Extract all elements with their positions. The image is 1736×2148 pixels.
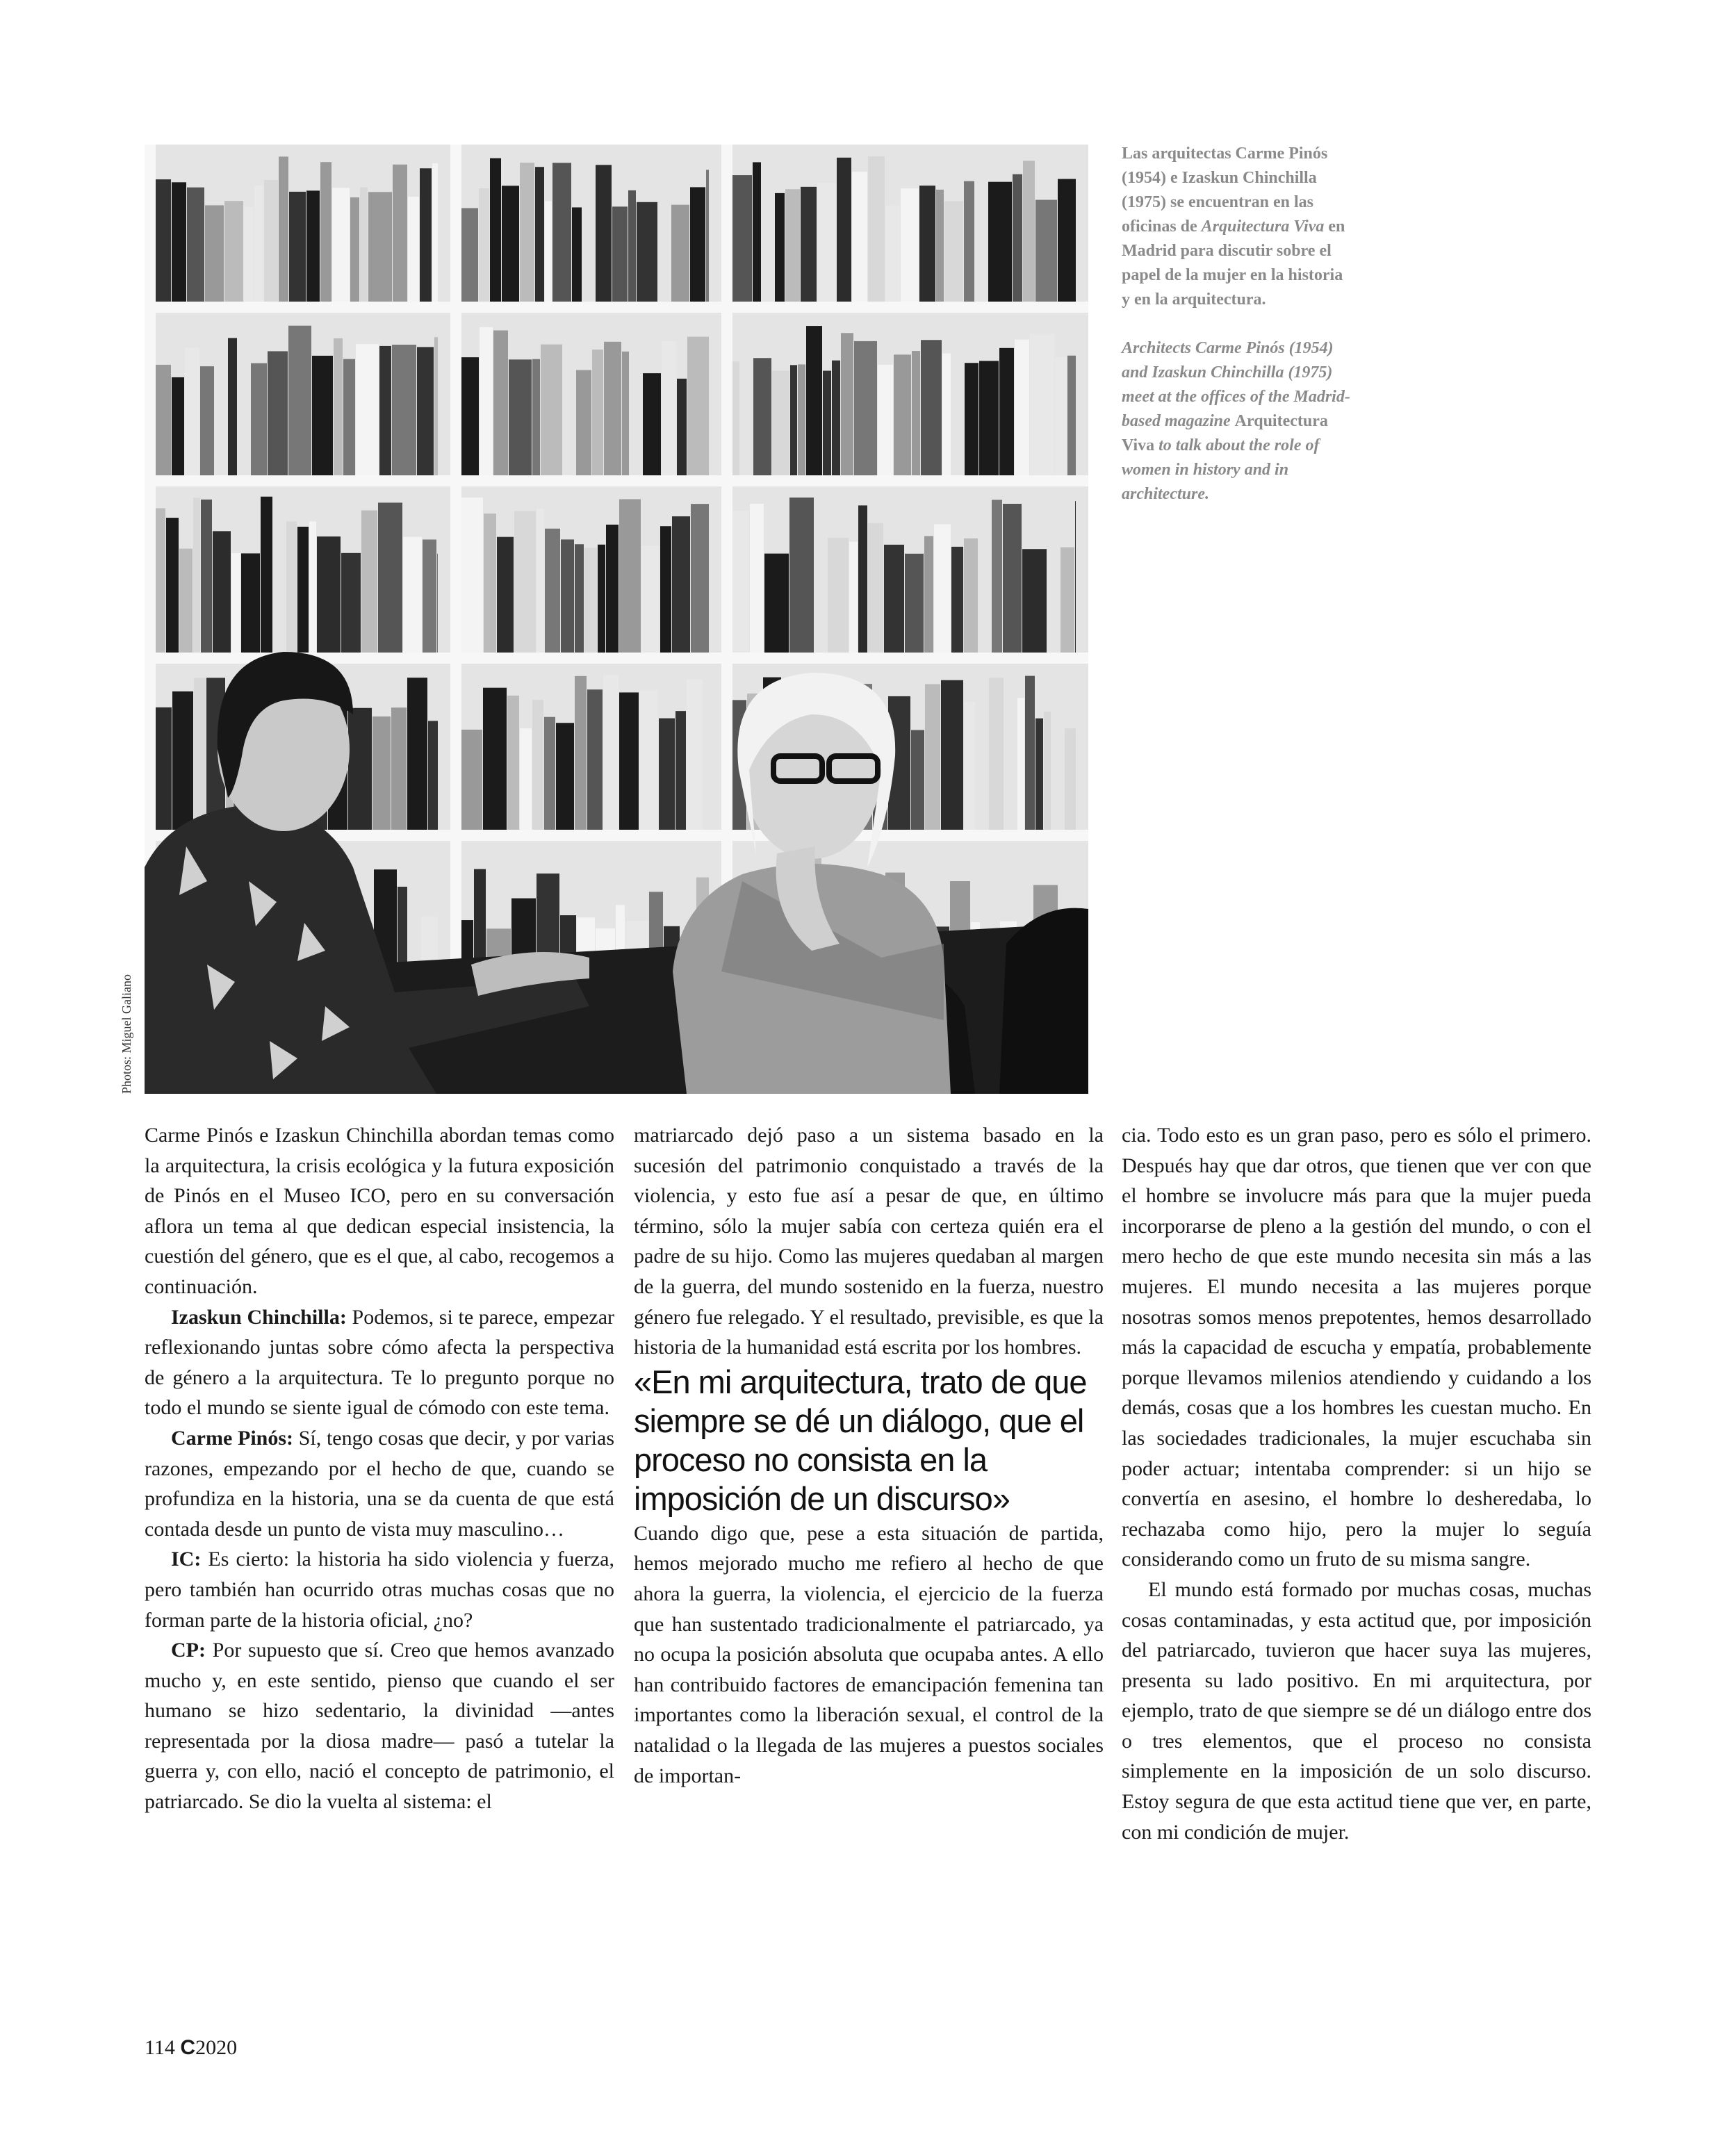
body-paragraph: Cuando digo que, pese a esta situación de partida, hemos mejorado mucho me refiero al hecho de que ahora la guerra, la violencia, el ejercicio de la fuerza que han sustentado tradicionalmente el patriarcado, ya no ocupa la posición absoluta que ocupaba antes. A ello han contribuido factores de emancipación femenina tan importantes como la liberación sexual, el control de la natalidad o la llegada de las mujeres a puestos sociales de importan- (634, 1521, 1104, 1787)
book-spine (604, 342, 621, 475)
book-spine (228, 338, 237, 475)
book-spine (662, 341, 676, 475)
book-spine (628, 190, 636, 302)
book-spine (992, 500, 1002, 653)
book-spine (461, 208, 478, 302)
body-paragraph: matriarcado dejó paso a un sistema basado en la sucesión del patrimonio conquistado a través de la violencia, y esto fue así a pesar de que, en último término, sólo la mujer sabía con certeza quién era el padre de su hijo. Como las mujeres quedaban al margen de la guerra, del mundo sostenido en la fuerza, nuestro género fue relegado. Y el resultado, previsible, es que la historia de la humanidad está escrita por los hombres. (634, 1124, 1104, 1359)
book-spine (732, 361, 739, 475)
book-spine (434, 337, 438, 475)
book-spine (213, 531, 231, 653)
book-spine (849, 542, 858, 653)
magazine-year: 2020 (195, 2036, 238, 2059)
book-spine (964, 181, 974, 302)
book-spine (532, 359, 540, 475)
bookshelf-scene (145, 145, 1088, 1094)
book-spine (901, 188, 919, 302)
book-spine (545, 529, 560, 653)
book-spine (1023, 161, 1035, 302)
book-spine (392, 345, 416, 475)
book-spine (1017, 698, 1024, 830)
book-spine (306, 190, 320, 302)
book-spine (572, 207, 582, 302)
book-spine (606, 525, 619, 653)
caption-spanish: Las arquitectas Carme Pinós (1954) e Izaskun Chinchilla (1975) se encuentran en las oficinas de Arquitectura Viva en Madrid para discutir sobre el papel de la mujer en la historia y en la arquitectura. (1122, 145, 1345, 309)
book-spine (1015, 340, 1029, 475)
book-spine (224, 201, 243, 302)
book-spine (348, 708, 372, 830)
book-spine (732, 511, 749, 653)
book-spine (544, 717, 555, 830)
book-spine (1055, 357, 1067, 475)
book-spine (334, 338, 343, 475)
book-spine (172, 182, 186, 302)
book-spine (241, 553, 260, 653)
book-spine (1013, 174, 1022, 302)
speaker-label: Izaskun Chinchilla: (171, 1305, 347, 1329)
book-spine (261, 497, 272, 653)
book-spine (885, 206, 900, 302)
book-spine (541, 345, 562, 475)
book-spine (403, 537, 422, 653)
shelf-divider (450, 145, 461, 1094)
book-spine (231, 553, 240, 653)
book-spine (612, 206, 628, 302)
book-spine (432, 163, 438, 302)
text-column-2 (634, 1120, 1104, 1791)
book-spine (268, 351, 288, 475)
book-spine (622, 352, 629, 475)
book-spine (297, 527, 309, 653)
book-spine (798, 364, 805, 475)
book-spine (905, 554, 924, 653)
book-spine (156, 179, 171, 302)
book-spine (828, 538, 849, 653)
book-spine (537, 509, 544, 653)
book-spine (924, 536, 933, 653)
book-spine (999, 348, 1014, 475)
book-spine (194, 678, 206, 830)
book-spine (428, 721, 438, 830)
book-spine (502, 186, 519, 302)
page-folio (145, 2036, 237, 2060)
book-spine (884, 545, 904, 653)
book-spine (279, 156, 288, 302)
book-spine (332, 188, 350, 302)
book-spine (706, 170, 709, 302)
book-spine (789, 498, 814, 653)
book-spine (619, 692, 639, 830)
book-spine (912, 351, 920, 475)
book-spine (596, 165, 612, 302)
speaker-label: Carme Pinós: (171, 1426, 294, 1450)
book-spine (823, 371, 831, 475)
book-spine (532, 700, 543, 830)
book-spine (479, 188, 489, 302)
book-spine (817, 183, 836, 302)
book-spine (480, 327, 493, 475)
book-spine (775, 193, 785, 302)
book-spine (942, 354, 951, 475)
book-spine (619, 499, 641, 653)
book-spine (507, 696, 519, 830)
book-spine (360, 188, 368, 302)
photo-credit: Photos: Miguel Galiano (120, 974, 133, 1094)
book-spine (989, 678, 1004, 830)
book-spine (1058, 179, 1076, 302)
book-spine (806, 326, 822, 475)
book-spine (317, 536, 341, 653)
book-spine (941, 680, 963, 830)
book-spine (493, 330, 508, 475)
body-paragraph: cia. Todo esto es un gran paso, pero es sólo el primero. Después hay que dar otros, que tienen que ver con que el hombre se involucre más para que la mujer pueda incorporarse de pleno a la gestión del mundo, o con el mero hecho de que este mundo necesita sin más a las mujeres. El mundo necesita a las mujeres porque nosotras somos menos prepotentes, hemos desarrollado más la capacidad de escucha y empatía, probablemente porque llevamos milenios atendiendo y cuidando a los demás, cosas que a los hombres les cuestan mucho. En las sociedades tradicionales, la mujer escuchaba sin poder actuar; intentaba comprender: si un hijo se convertía en asesino, el hombre lo desheredaba, lo rechazaba como hijo, pero la mujer lo seguía considerando como un fruto de su misma sangre. (1122, 1124, 1591, 1571)
book-spine (832, 361, 840, 475)
book-spine (172, 377, 184, 475)
book-spine (1025, 676, 1035, 830)
book-spine (244, 206, 254, 302)
caption-english: Architects Carme Pinós (1954) and Izaskun Chinchilla (1975) meet at the offices of the Madrid-based magazine Arquitectura Viva to talk about the role of women in history and in architecture. (1122, 339, 1350, 503)
book-spine (801, 187, 817, 302)
book-spine (671, 205, 689, 302)
book-spine (312, 356, 333, 475)
body-paragraph: El mundo está formado por muchas cosas, muchas cosas contaminadas, y esta actitud que, por imposición del patriarcado, tuvieron que hacer suya las mujeres, presenta su lado positivo. En mi arquitectura, por ejemplo, trato de que siempre se dé un diálogo entre dos o tres elementos, que el proceso no consista simplemente en la imposición de un solo discurso. Estoy segura de que esta actitud tiene que ver, en parte, con mi condición de mujer. (1122, 1577, 1591, 1844)
book-spine (598, 545, 605, 653)
book-spine (637, 202, 657, 302)
interview-paragraph: Carme Pinós: Sí, tengo cosas que decir, y por varias razones, empezando por el hecho de que, cuando se profundiza en la historia, una se da cuenta de que está contada desde un punto de vista muy masculino… (145, 1426, 615, 1541)
magazine-mark: C (180, 2036, 196, 2059)
book-spine (156, 508, 165, 653)
book-spine (251, 363, 267, 475)
book-spine (837, 158, 851, 302)
book-spine (356, 344, 379, 475)
book-spine (944, 201, 963, 302)
book-spine (341, 553, 361, 653)
book-spine (420, 168, 432, 302)
book-spine (193, 498, 200, 653)
book-spine (641, 546, 660, 653)
book-spine (556, 723, 574, 830)
interview-paragraph: IC: Es cierto: la historia ha sido violencia y fuerza, pero también han ocurrido otras muchas cosas que no forman parte de la historia oficial, ¿no? (145, 1548, 614, 1632)
book-spine (639, 689, 658, 830)
book-spine (660, 526, 671, 653)
interview-photo (145, 145, 1088, 1094)
book-spine (254, 186, 263, 302)
book-spine (286, 521, 297, 653)
book-spine (690, 187, 705, 302)
book-spine (852, 172, 867, 302)
book-spine (1075, 501, 1076, 653)
book-spine (675, 711, 686, 830)
book-spine (587, 689, 603, 830)
book-spine (785, 189, 800, 302)
book-spine (1022, 549, 1047, 653)
book-spine (509, 359, 532, 475)
book-spine (919, 186, 935, 302)
book-spine (687, 679, 703, 830)
book-spine (408, 197, 419, 302)
book-spine (320, 162, 331, 302)
book-spine (772, 371, 789, 475)
book-spine (372, 716, 391, 830)
text-column-1 (145, 1120, 614, 1817)
book-spine (156, 707, 172, 830)
speaker-label: CP: (171, 1639, 206, 1662)
book-spine (643, 373, 661, 475)
book-spine (343, 359, 355, 475)
book-spine (497, 537, 514, 653)
book-spine (965, 363, 978, 475)
photo-caption (1122, 142, 1355, 507)
book-spine (575, 676, 587, 830)
book-spine (964, 702, 975, 830)
book-spine (584, 548, 597, 653)
book-spine (185, 347, 199, 475)
shelf-board (145, 475, 1088, 486)
speaker-label: IC: (171, 1548, 202, 1571)
book-spine (672, 516, 690, 653)
book-spine (437, 554, 438, 653)
book-spine (878, 365, 893, 475)
intro-paragraph: Carme Pinós e Izaskun Chinchilla abordan temas como la arquitectura, la crisis ecológica y la futura exposición de Pinós en el Museo ICO, pero en su conversación aflora un tema al que dedican especial insistencia, la cuestión del género, que es el que, al cabo, recogemos a continuación. (145, 1124, 614, 1298)
book-spine (391, 707, 407, 830)
book-spine (461, 498, 483, 653)
book-spine (166, 518, 179, 653)
book-spine (187, 188, 204, 302)
book-spine (423, 539, 436, 653)
book-spine (200, 366, 214, 475)
book-spine (309, 522, 316, 653)
book-spine (545, 201, 552, 302)
book-spine (841, 333, 853, 475)
text-column-3 (1122, 1120, 1591, 1847)
book-spine (561, 539, 574, 653)
book-spine (1067, 356, 1076, 475)
book-spine (1044, 712, 1051, 830)
book-spine (964, 539, 978, 653)
book-spine (753, 358, 771, 475)
book-spine (264, 180, 278, 302)
book-spine (461, 357, 479, 475)
book-spine (764, 554, 789, 653)
book-spine (691, 504, 709, 653)
book-spine (201, 500, 212, 653)
book-spine (288, 326, 311, 475)
book-spine (790, 365, 797, 475)
book-spine (1035, 719, 1043, 830)
book-spine (936, 190, 944, 302)
book-spine (979, 361, 999, 475)
book-spine (156, 365, 171, 475)
book-spine (750, 504, 764, 653)
book-spine (361, 510, 377, 653)
book-spine (368, 192, 392, 302)
book-spine (552, 163, 571, 302)
page-number: 114 (145, 2036, 175, 2059)
book-spine (951, 547, 963, 653)
book-spine (659, 719, 675, 830)
book-spine (1003, 504, 1022, 653)
book-spine (868, 156, 885, 302)
pull-quote: «En mi arquitectura, trato de que siempre se dé un diálogo, que el proceso no consista en la imposición de un discurso» (634, 1363, 1087, 1517)
book-spine (490, 158, 501, 302)
book-spine (894, 354, 911, 475)
book-spine (677, 379, 687, 475)
book-spine (732, 175, 752, 302)
interview-paragraph: Izaskun Chinchilla: Podemos, si te parece, empezar reflexionando juntas sobre cómo afecta la perspectiva de género a la arquitectura. Te lo pregunto porque no todo el mundo se siente igual de cómodo con este tema. (145, 1305, 614, 1420)
book-spine (514, 511, 536, 653)
book-spine (172, 691, 193, 830)
book-spine (603, 675, 619, 830)
book-spine (484, 514, 496, 653)
book-spine (1065, 728, 1076, 830)
book-spine (1030, 334, 1054, 475)
book-spine (378, 502, 402, 653)
book-spine (753, 162, 761, 302)
book-spine (858, 505, 867, 653)
book-spine (535, 167, 544, 302)
book-spine (575, 544, 584, 653)
book-spine (1061, 548, 1074, 653)
book-spine (483, 688, 507, 830)
book-spine (925, 684, 940, 830)
book-spine (934, 525, 951, 653)
book-spine (520, 728, 532, 830)
book-spine (417, 347, 434, 475)
book-spine (921, 340, 942, 475)
book-spine (179, 549, 193, 653)
book-spine (687, 337, 709, 475)
book-spine (520, 163, 534, 302)
shelf-board (145, 302, 1088, 313)
book-spine (289, 192, 306, 302)
book-spine (461, 730, 482, 830)
book-spine (393, 165, 407, 302)
book-spine (854, 341, 877, 475)
book-spine (868, 523, 883, 653)
book-spine (205, 205, 224, 302)
book-spine (576, 370, 591, 475)
book-spine (407, 678, 427, 830)
book-spine (350, 197, 359, 302)
book-spine (592, 350, 603, 475)
book-spine (1035, 200, 1057, 302)
book-spine (988, 182, 1012, 302)
book-spine (911, 730, 924, 830)
book-spine (379, 346, 391, 475)
interview-paragraph: CP: Por supuesto que sí. Creo que hemos avanzado mucho y, en este sentido, pienso que cuando el ser humano se hizo sedentario, la divinidad —antes representada por la diosa madre— pasó a tutelar la guerra y, con ello, nació el concepto de patrimonio, el patriarcado. Se dio la vuelta al sistema: el (145, 1639, 614, 1814)
